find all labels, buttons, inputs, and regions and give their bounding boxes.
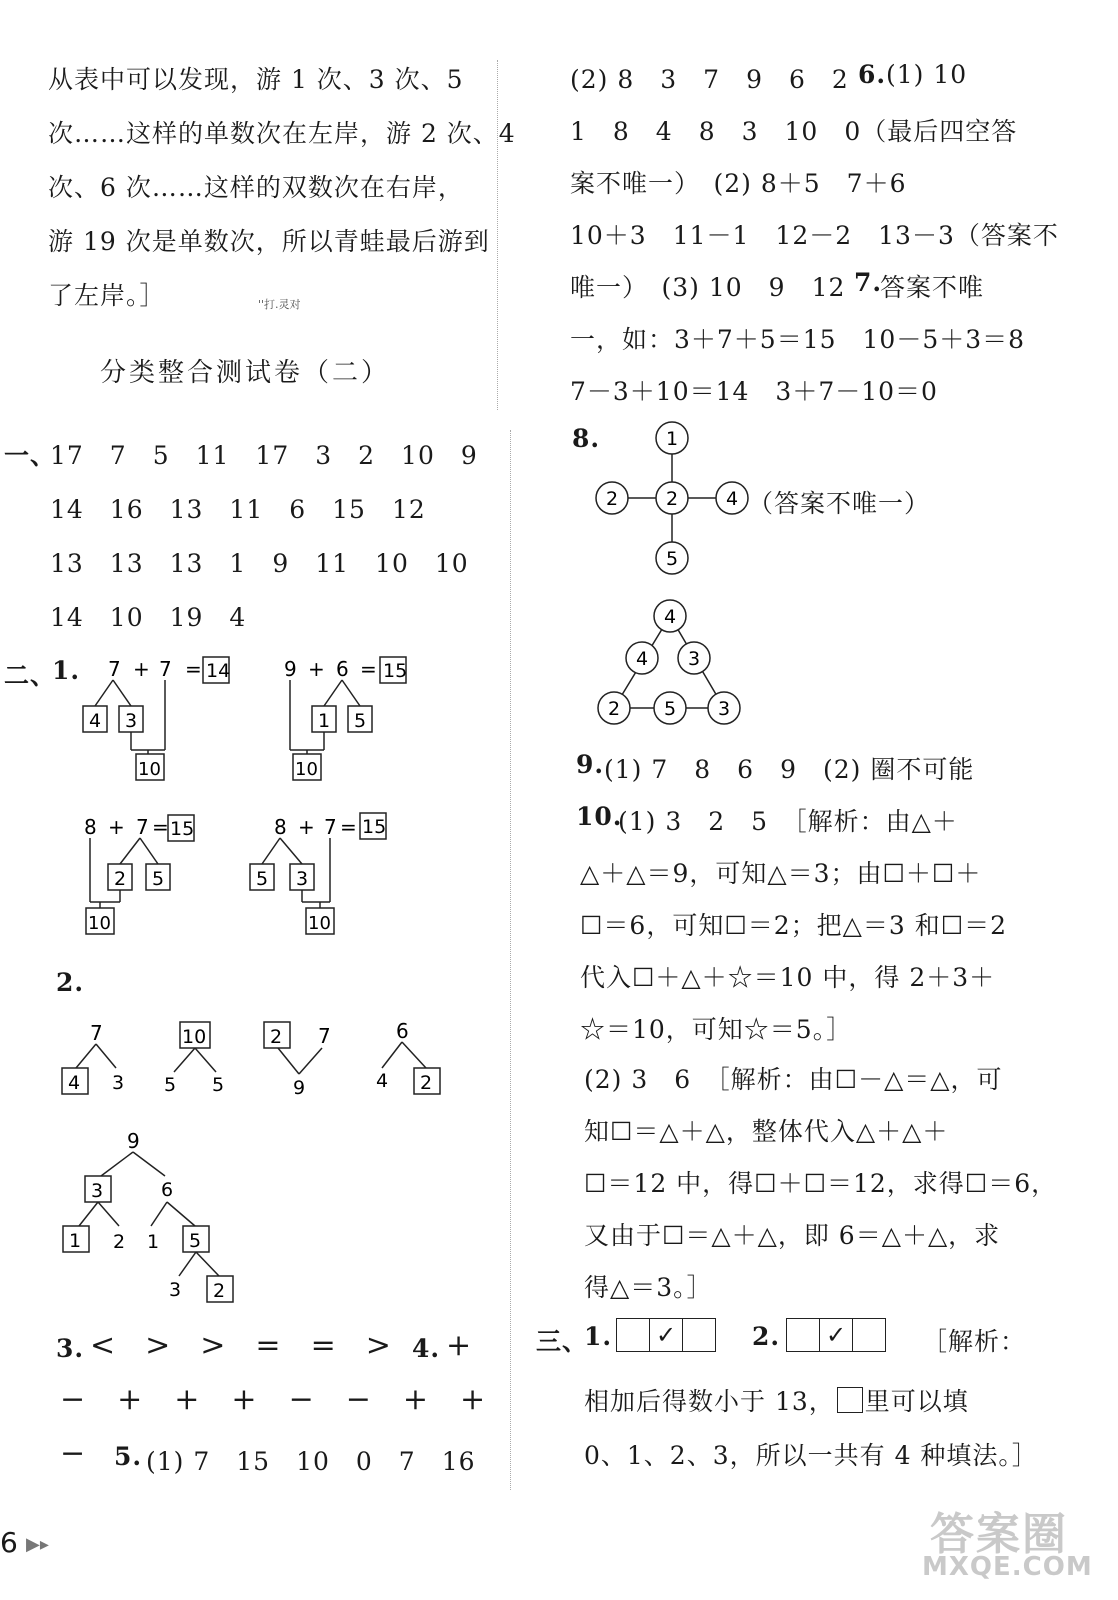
text-line: 了左岸。］ [48, 281, 166, 310]
result: 14 [206, 660, 231, 682]
split-value: 5 [256, 868, 269, 890]
operator: + [298, 815, 315, 839]
answer-row: (1) 7 15 10 0 7 16 [146, 1447, 476, 1476]
result: 15 [383, 660, 408, 682]
part-number: 5 [189, 1230, 202, 1252]
make-ten-diagram [240, 808, 410, 948]
text-line: 0、1、2、3，所以一共有 4 种填法。］ [584, 1441, 1038, 1470]
equals: = [185, 657, 202, 681]
checkbox [683, 1318, 716, 1352]
split-value: 3 [125, 710, 138, 732]
text-line: (2) 8 3 7 9 6 2 [570, 65, 849, 94]
question-number: 1. [52, 656, 81, 685]
addend: 8 [84, 815, 97, 839]
sum-value: 10 [295, 759, 318, 780]
circle-value: 5 [666, 548, 679, 570]
text-line: 次、6 次……这样的双数次在右岸， [48, 173, 464, 202]
result: 15 [362, 816, 387, 838]
part-label: 一、 [4, 441, 57, 470]
part-number: 1 [147, 1231, 160, 1253]
part-number: 5 [164, 1074, 177, 1096]
small-mark: ''打.灵对 [258, 298, 301, 311]
part-number: 5 [212, 1074, 225, 1096]
addend: 9 [284, 657, 297, 681]
text-line: 唯一） (3) 10 9 12 [570, 273, 846, 302]
sign-answers: − + + + − − + + [60, 1382, 486, 1417]
whole-number: 9 [293, 1077, 306, 1099]
text-line: 从表中可以发现，游 1 次、3 次、5 [48, 65, 464, 94]
whole-number: 6 [396, 1019, 409, 1043]
question-number: 7. [854, 268, 883, 297]
triangle-circle-diagram [590, 596, 760, 736]
text-line: 相加后得数小于 13， 里可以填 [584, 1387, 969, 1416]
text-line: 得△＝3。］ [584, 1273, 713, 1302]
part-number: 2 [113, 1231, 126, 1253]
text-line: 又由于☐＝△＋△，即 6＝△＋△，求 [584, 1221, 1001, 1250]
operator: + [108, 815, 125, 839]
checkbox-group [786, 1318, 886, 1352]
text-line: ☐＝6，可知☐＝2；把△＝3 和☐＝2 [580, 911, 1008, 940]
checkbox [616, 1318, 650, 1352]
text-line: 10＋3 11－1 12－2 13－3（答案不 [570, 221, 1059, 250]
part-number: 2 [420, 1072, 433, 1094]
circle-value: 4 [664, 606, 677, 628]
addend: 7 [159, 657, 172, 681]
answer-row: 14 10 19 4 [50, 603, 247, 632]
text-line: ☐＝12 中，得☐＋☐＝12，求得☐＝6， [584, 1169, 1058, 1198]
column-divider [497, 60, 498, 410]
part-number: 6 [161, 1179, 174, 1201]
number-split-diagrams [50, 1014, 470, 1104]
compare-symbols: < > > = = > [90, 1328, 391, 1363]
question-number: 2. [752, 1322, 781, 1351]
text-line: 游 19 次是单数次，所以青蛙最后游到 [48, 227, 490, 256]
answer-row: 17 7 5 11 17 3 2 10 9 [50, 441, 478, 470]
text-line: (1) 3 2 5 ［解析：由△＋ [618, 807, 958, 836]
text-line: 7－3＋10＝14 3＋7－10＝0 [570, 377, 938, 406]
text-line: ☆＝10，可知☆＝5。］ [580, 1015, 853, 1044]
split-value: 5 [354, 710, 367, 732]
part-number: 2 [270, 1026, 283, 1048]
text-line: 知☐＝△＋△，整体代入△＋△＋ [584, 1117, 949, 1146]
addend: 6 [336, 657, 349, 681]
split-value: 5 [152, 868, 165, 890]
operator: + [133, 657, 150, 681]
text-line: (1) 7 8 6 9 (2) 圈不可能 [604, 755, 975, 784]
part-number: 1 [69, 1230, 82, 1252]
sign-answer: + [446, 1328, 472, 1363]
split-value: 2 [114, 868, 127, 890]
checkbox-group [616, 1318, 716, 1352]
question-number: 9. [576, 750, 605, 779]
text-line: 代入☐＋△＋☆＝10 中，得 2＋3＋ [580, 963, 996, 992]
checkbox-checked: ✓ [650, 1318, 683, 1352]
question-number: 10. [576, 802, 623, 831]
part-number: 4 [68, 1072, 81, 1094]
checkbox [786, 1318, 820, 1352]
question-number: 2. [56, 968, 85, 997]
addend: 7 [108, 657, 121, 681]
part-number: 4 [376, 1070, 389, 1092]
text-line: 次……这样的单数次在左岸，游 2 次、4 [48, 119, 516, 148]
part-label: 三、 [536, 1327, 589, 1356]
sum-value: 10 [308, 913, 331, 934]
sign-answer: − [60, 1436, 86, 1471]
text-line: 一，如：3＋7＋5＝15 10－5＋3＝8 [570, 325, 1026, 354]
make-ten-diagram [270, 650, 440, 790]
sum-value: 10 [138, 759, 161, 780]
text-line: (2) 3 6 ［解析：由☐－△＝△，可 [584, 1065, 1003, 1094]
text-line: 案不唯一） (2) 8＋5 7＋6 [570, 169, 907, 198]
circle-value: 2 [606, 488, 619, 510]
answer-note: （答案不唯一） [748, 489, 931, 518]
text-line: (1) 10 [886, 60, 968, 89]
part-number: 3 [112, 1072, 125, 1094]
answer-row: 14 16 13 11 6 15 12 [50, 495, 426, 524]
question-number: 4. [412, 1334, 441, 1363]
equals: = [340, 815, 357, 839]
question-number: 6. [858, 60, 887, 89]
make-ten-diagram [75, 650, 245, 790]
make-ten-diagram [72, 808, 242, 948]
addend: 7 [324, 815, 337, 839]
checkbox-checked: ✓ [820, 1318, 853, 1352]
circle-value: 1 [666, 428, 679, 450]
circle-value: 4 [726, 488, 739, 510]
part-label: 二、 [4, 661, 57, 690]
watermark-url: MXQE.COM [922, 1552, 1093, 1582]
text-line: △＋△＝9，可知△＝3；由☐＋☐＋ [580, 859, 982, 888]
circle-value: 5 [664, 698, 677, 720]
circle-value: 4 [636, 648, 649, 670]
text-line: ［解析： [922, 1327, 1027, 1356]
whole-number: 10 [182, 1026, 207, 1048]
arrow-icon: ▶▸ [26, 1534, 49, 1555]
checkbox [853, 1318, 886, 1352]
operator: + [308, 657, 325, 681]
circle-value: 2 [666, 488, 679, 510]
question-number: 8. [572, 424, 601, 453]
page-number: 6 [0, 1526, 18, 1559]
part-number: 2 [213, 1280, 226, 1302]
root-number: 9 [127, 1129, 140, 1153]
split-value: 1 [318, 710, 331, 732]
circle-value: 3 [688, 648, 701, 670]
question-number: 1. [584, 1322, 613, 1351]
split-tree-nine [55, 1126, 255, 1306]
sum-value: 10 [88, 913, 111, 934]
part-number: 3 [169, 1279, 182, 1301]
question-number: 3. [56, 1334, 85, 1363]
equals: = [152, 815, 169, 839]
split-value: 3 [296, 868, 309, 890]
result: 15 [170, 818, 195, 840]
cross-circle-diagram [590, 418, 760, 583]
addend: 7 [136, 815, 149, 839]
equals: = [360, 657, 377, 681]
circle-value: 3 [718, 698, 731, 720]
section-title: 分类整合测试卷（二） [100, 358, 391, 388]
text-line: 答案不唯 [880, 273, 985, 302]
part-number: 3 [91, 1180, 104, 1202]
watermark-logo: 答案圈 [930, 1509, 1068, 1560]
part-number: 7 [318, 1024, 331, 1048]
addend: 8 [274, 815, 287, 839]
whole-number: 7 [90, 1021, 103, 1045]
answer-row: 13 13 13 1 9 11 10 10 [50, 549, 469, 578]
blank-box [837, 1387, 863, 1413]
circle-value: 2 [608, 698, 621, 720]
column-divider [510, 430, 511, 1490]
split-value: 4 [89, 710, 102, 732]
question-number: 5. [114, 1442, 143, 1471]
text-line: 1 8 4 8 3 10 0（最后四空答 [570, 117, 1018, 146]
